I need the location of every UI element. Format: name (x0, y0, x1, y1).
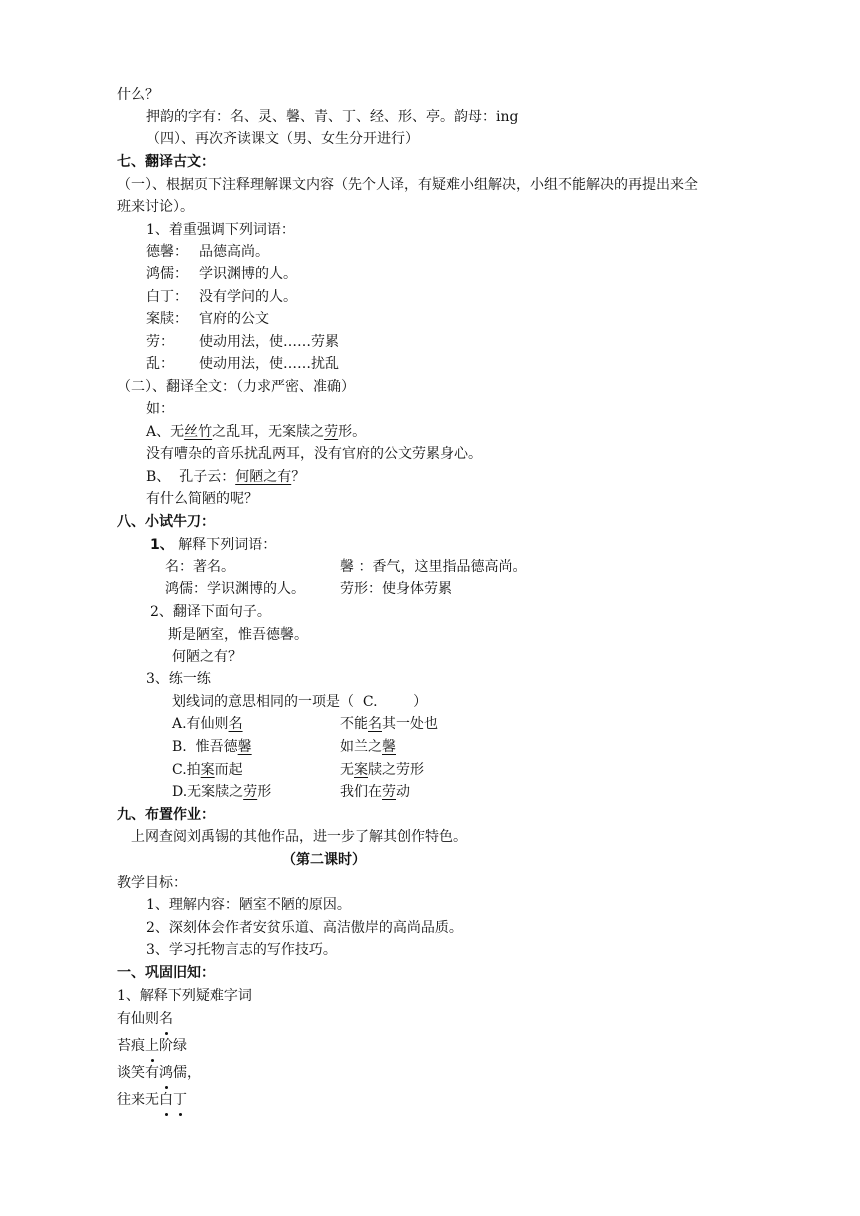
section-heading: 一、巩固旧知： (117, 965, 215, 981)
vocab-phrase: 苔痕上阶绿 (117, 1038, 187, 1054)
term-definition: 没有学问的人。 (199, 289, 297, 305)
option-a-compare: 不能名其一处也 (340, 716, 438, 732)
text-line: 名：著名。 (165, 559, 235, 575)
text-line: 班来讨论）。 (117, 199, 194, 215)
term-definition: 学识渊博的人。 (199, 266, 297, 282)
vocab-phrase: 有仙则名 (117, 1011, 173, 1027)
option-d: D.无案牍之劳形 (172, 784, 272, 800)
term: 案牍： (146, 311, 188, 327)
text-line: （二）、翻译全文：（力求严密、准确） (117, 379, 355, 395)
option-a: A.有仙则名 (172, 716, 243, 732)
term: 鸿儒： (146, 266, 188, 282)
text-line: 劳形：使身体劳累 (340, 581, 452, 597)
term-definition: 使动用法，使……劳累 (199, 334, 339, 350)
text-line: 如： (146, 401, 174, 417)
term: 德馨： (146, 244, 188, 260)
option-d-compare: 我们在劳动 (340, 784, 410, 800)
text-line: 有什么简陋的呢？ (146, 491, 258, 507)
text-line: 2、翻译下面句子。 (150, 604, 271, 620)
text-line: 押韵的字有：名、灵、馨、青、丁、经、形、亭。韵母：ing (146, 109, 519, 125)
text-line: 上网查阅刘禹锡的其他作品，进一步了解其创作特色。 (131, 829, 467, 845)
text-line: 2、深刻体会作者安贫乐道、高洁傲岸的高尚品质。 (146, 920, 463, 936)
text-line: 3、练一练 (146, 671, 211, 687)
text-line: 斯是陋室，惟吾德馨。 (168, 627, 308, 643)
vocab-phrase: 谈笑有鸿儒， (117, 1065, 201, 1081)
text-line: （四）、再次齐读课文（男、女生分开进行） (146, 131, 419, 147)
option-b: B. 惟吾德馨 (172, 739, 252, 755)
text-line: 1、理解内容：陋室不陋的原因。 (146, 897, 351, 913)
text-line: （一）、根据页下注释理解课文内容（先个人译，有疑难小组解决，小组不能解决的再提出来全 (117, 177, 698, 193)
text-line: 3、学习托物言志的写作技巧。 (146, 942, 337, 958)
option-c: C.拍案而起 (172, 762, 243, 778)
section-heading: 八、小试牛刀： (117, 514, 215, 530)
term-definition: 使动用法，使……扰乱 (199, 356, 339, 372)
lesson-heading: （第二课时） (282, 852, 366, 868)
text-line: 没有嘈杂的音乐扰乱两耳，没有官府的公文劳累身心。 (146, 446, 482, 462)
text-line: 什么？ (117, 87, 159, 103)
term: 劳： (146, 334, 174, 350)
text-line: 划线词的意思相同的一项是（ C. ） (172, 694, 428, 710)
section-heading: 九、布置作业： (117, 807, 215, 823)
term: 乱： (146, 356, 174, 372)
term-definition: 官府的公文 (199, 311, 269, 327)
text-line: 教学目标： (117, 875, 187, 891)
text-line: 鸿儒：学识渊博的人。 (165, 581, 305, 597)
text-line: 何陋之有？ (172, 649, 242, 665)
term: 白丁： (146, 289, 188, 305)
term-definition: 品德高尚。 (199, 244, 269, 260)
example-sentence: A、无丝竹之乱耳，无案牍之劳形。 (146, 424, 367, 440)
text-line: 1、解释下列疑难字词 (117, 988, 252, 1004)
option-b-compare: 如兰之馨 (340, 739, 396, 755)
vocab-phrase: 往来无白丁 (117, 1092, 187, 1108)
option-c-compare: 无案牍之劳形 (340, 762, 424, 778)
section-heading: 七、翻译古文： (117, 154, 215, 170)
example-sentence: B、 孔子云：何陋之有？ (146, 469, 306, 485)
text-line: 馨 ：香气，这里指品德高尚。 (340, 559, 527, 575)
text-line: 1、 解释下列词语： (150, 537, 277, 553)
text-line: 1、着重强调下列词语： (146, 222, 295, 238)
